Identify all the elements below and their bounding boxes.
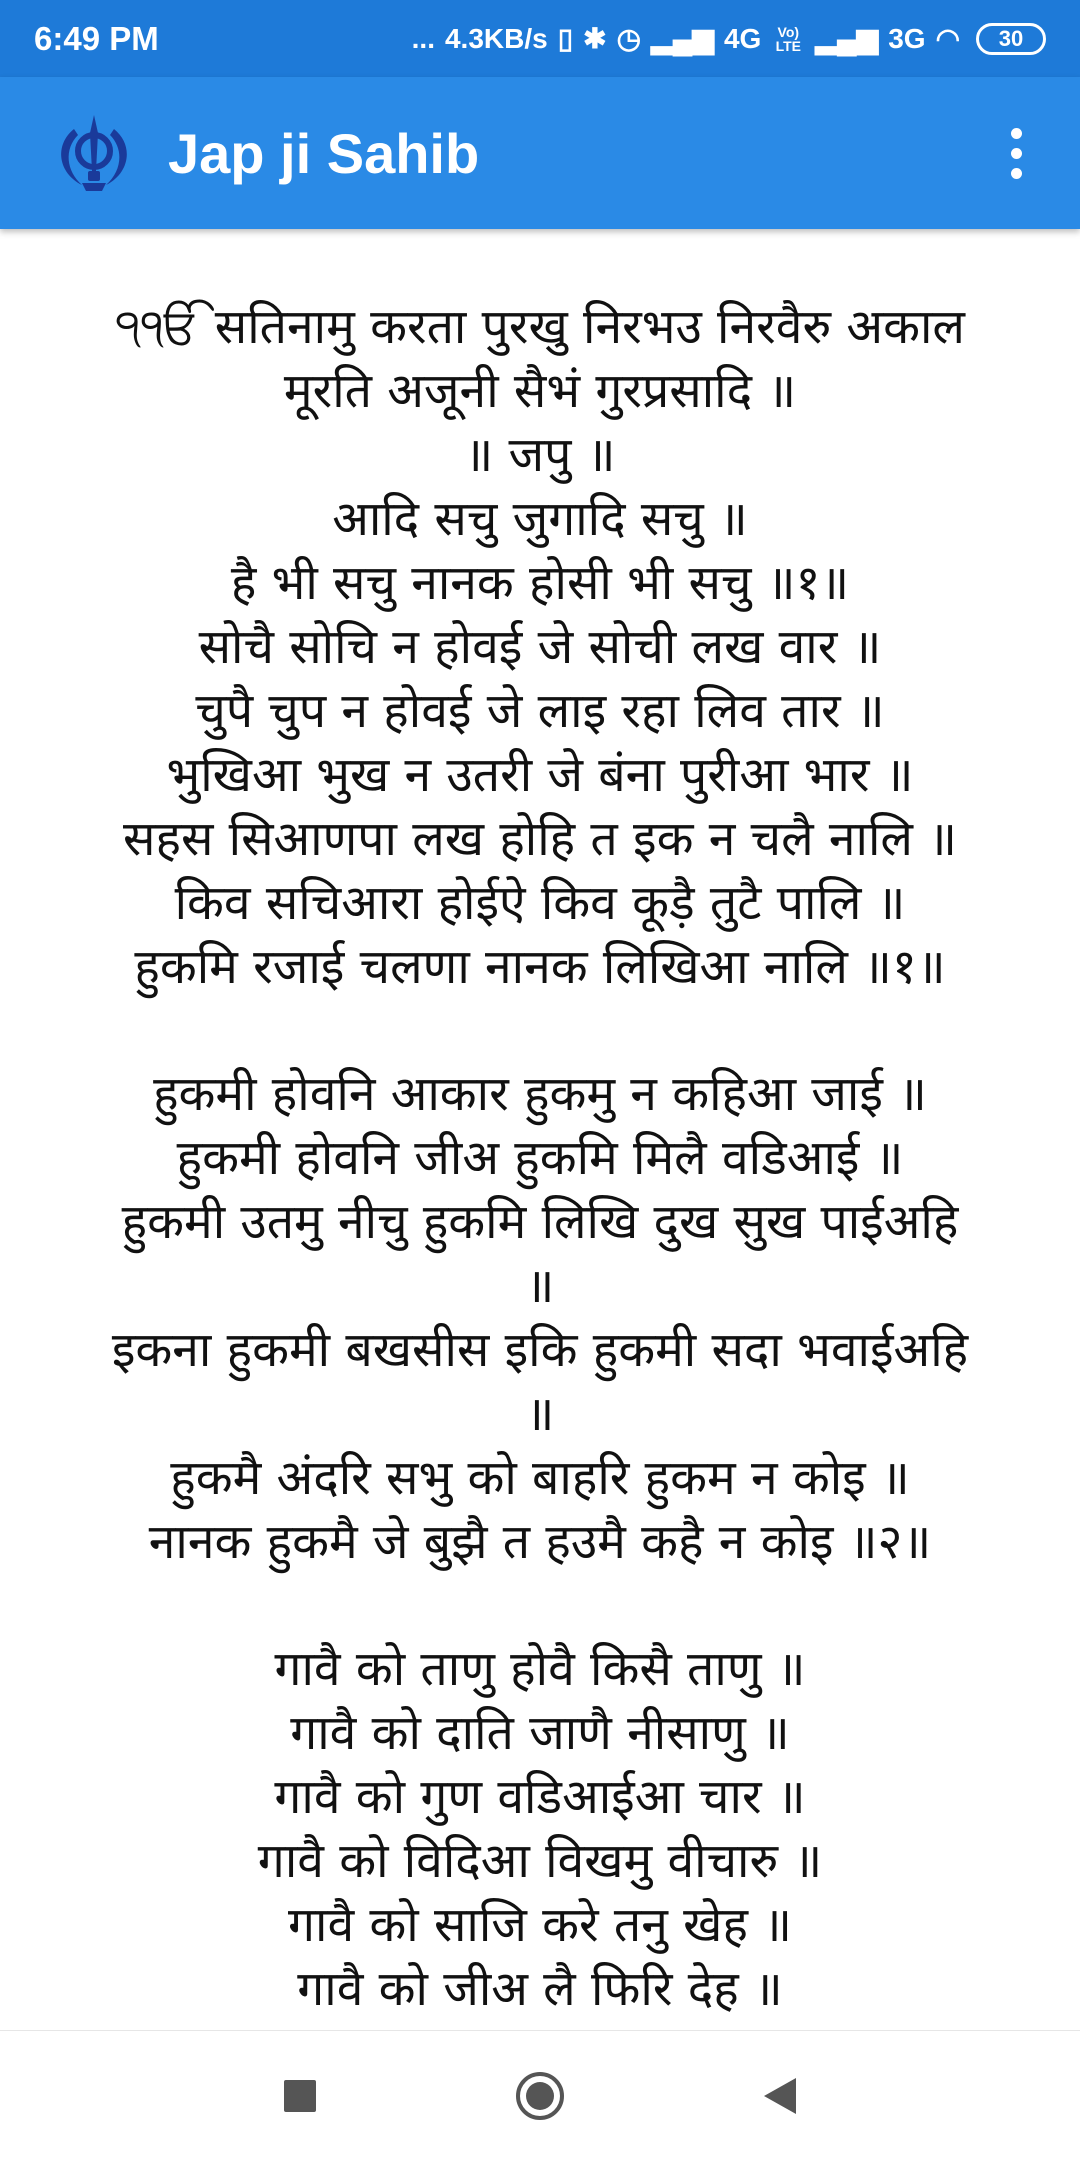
network-type-2: 3G — [888, 22, 926, 54]
verse-line: गावै को विदिआ विखमु वीचारु ॥ — [257, 1833, 823, 1889]
verse-line: हुकमी होवनि जीअ हुकमि मिलै वडिआई ॥ — [176, 1130, 904, 1186]
network-speed: 4.3KB/s — [444, 22, 548, 54]
verse-line: गावै को जीअ लै फिरि देह ॥ — [297, 1961, 783, 2017]
verse-line: हुकमी उतमु नीचु हुकमि लिखि दुख सुख पाईअहि — [121, 1194, 959, 1250]
verse-line: सहस सिआणपा लख होहि त इक न चलै नालि ॥ — [123, 811, 957, 867]
status-bar — [0, 0, 1080, 77]
status-time: 6:49 PM — [34, 19, 159, 57]
verse-line: ॥ — [525, 1386, 555, 1442]
verse-list — [0, 295, 1080, 2021]
verse-line: सोचै सोचि न होवई जे सोची लख वार ॥ — [198, 619, 882, 675]
stanza-break — [0, 999, 1080, 1062]
app-title: Jap ji Sahib — [168, 121, 480, 185]
verse-line: हुकमी होवनि आकार हुकमु न कहिआ जाई ॥ — [153, 1066, 927, 1122]
verse-line: भुखिआ भुख न उतरी जे बंना पुरीआ भार ॥ — [166, 747, 914, 803]
network-type-1: 4G — [723, 22, 762, 54]
verse-line: किव सचिआरा होईऐ किव कूड़ै तुटै पालि ॥ — [174, 875, 906, 931]
more-vert-icon[interactable] — [986, 103, 1046, 203]
signal-icon-2: ▂▄▆ — [815, 22, 879, 54]
volte-badge: Vo) LTE — [775, 23, 801, 54]
screen-icon: ▯ — [557, 22, 574, 54]
system-nav-bar — [0, 2030, 1080, 2160]
verse-line: हुकमै अंदरि सभु को बाहरि हुकम न कोइ ॥ — [170, 1450, 910, 1506]
khanda-icon — [48, 107, 140, 199]
verse-line: नानक हुकमै जे बुझै त हउमै कहै न कोइ ॥२॥ — [148, 1514, 932, 1570]
home-circle-icon[interactable] — [480, 2036, 600, 2156]
verse-line: गावै को दाति जाणै नीसाणु ॥ — [290, 1705, 790, 1761]
app-bar — [0, 77, 1080, 229]
verse-line: गावै को ताणु होवै किसै ताणु ॥ — [274, 1641, 806, 1697]
status-indicators — [412, 23, 1046, 55]
wifi-icon: ◠ — [935, 22, 960, 54]
alarm-icon: ◷ — [616, 22, 642, 54]
verse-line: आदि सचु जुगादि सचु ॥ — [332, 491, 748, 547]
recents-square-icon[interactable] — [240, 2036, 360, 2156]
stanza-break — [0, 1574, 1080, 1637]
scripture-content[interactable] — [0, 229, 1080, 2030]
verse-line: ੧ੴ सतिनामु करता पुरखु निरभउ निरवैरु अकाल — [115, 299, 965, 355]
verse-line: मूरति अजूनी सैभं गुरप्रसादि ॥ — [283, 363, 797, 419]
verse-line: हुकमि रजाई चलणा नानक लिखिआ नालि ॥१॥ — [134, 939, 946, 995]
verse-line: इकना हुकमी बखसीस इकि हुकमी सदा भवाईअहि — [111, 1322, 969, 1378]
verse-line: गावै को गुण वडिआईआ चार ॥ — [274, 1769, 806, 1825]
signal-icon: ▂▄▆ — [651, 22, 714, 54]
battery-indicator: 30 — [976, 23, 1046, 55]
back-triangle-icon[interactable] — [720, 2036, 840, 2156]
verse-line: ॥ जपु ॥ — [464, 427, 616, 483]
verse-line: गावै को साजि करे तनु खेह ॥ — [288, 1897, 792, 1953]
bluetooth-icon: ✱ — [583, 22, 607, 54]
verse-line: चुपै चुप न होवई जे लाइ रहा लिव तार ॥ — [195, 683, 885, 739]
notification-dots: ... — [411, 22, 435, 54]
verse-line: है भी सचु नानक होसी भी सचु ॥१॥ — [230, 555, 850, 611]
verse-line: ॥ — [525, 1258, 555, 1314]
